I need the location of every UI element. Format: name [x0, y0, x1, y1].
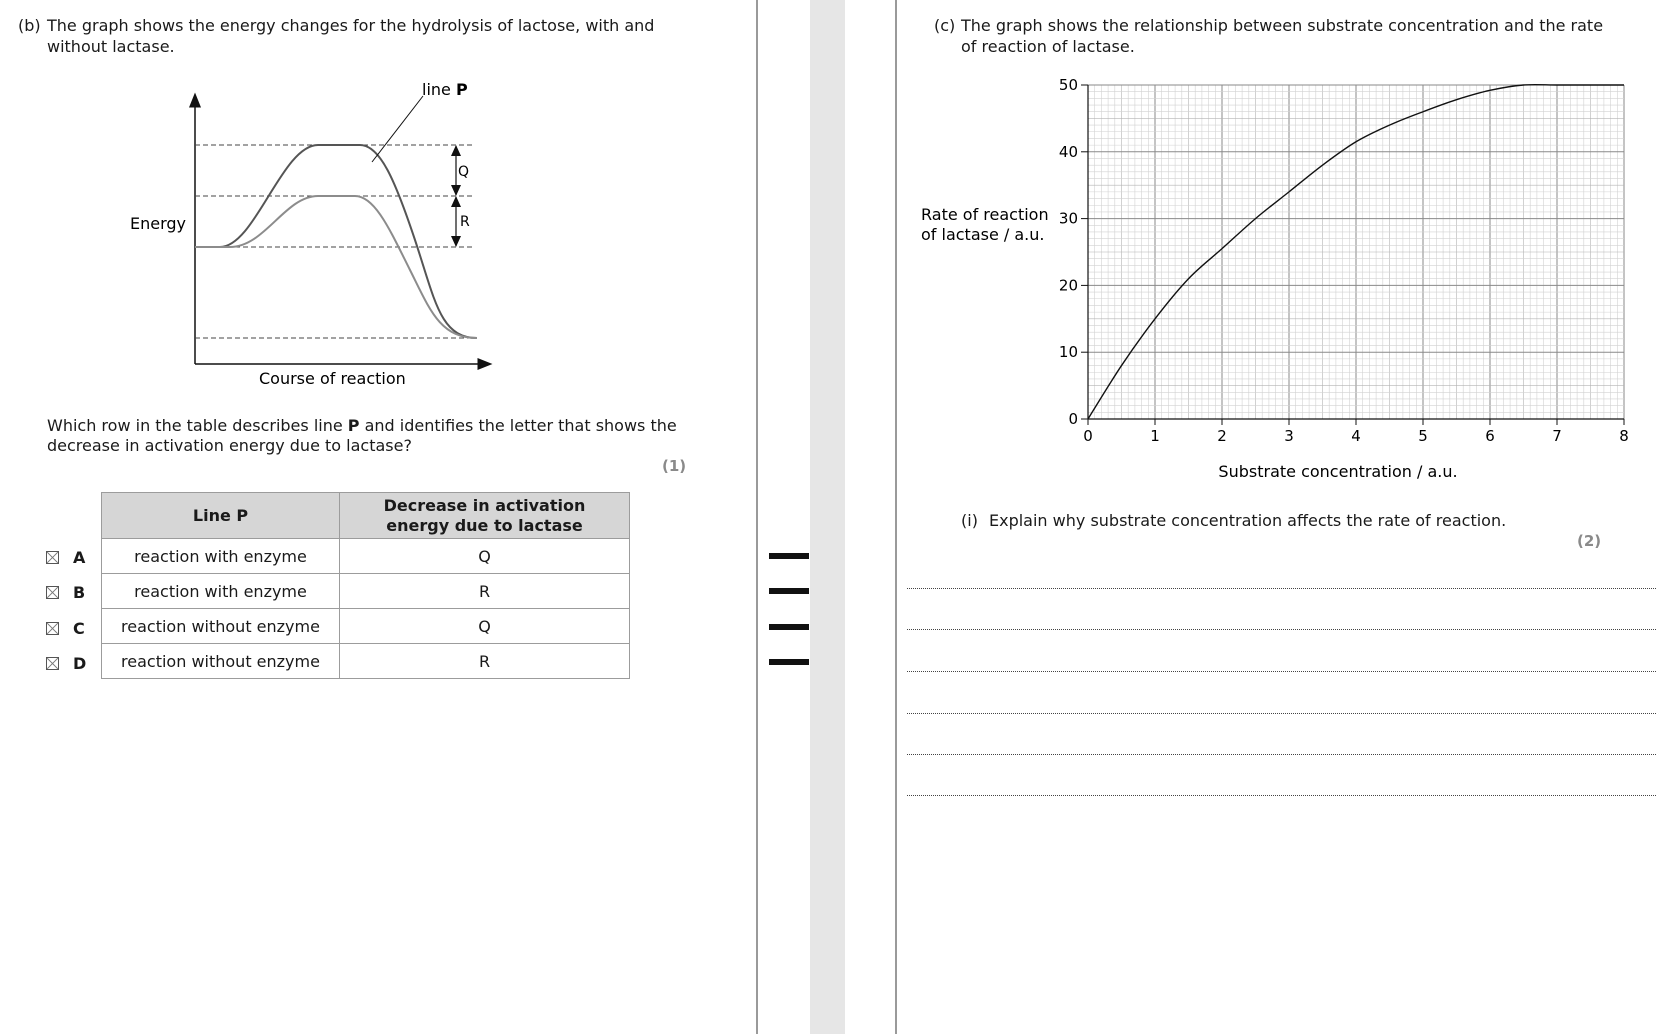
table-header: Decrease in activation energy due to lactase — [340, 493, 630, 539]
rate-chart — [0, 0, 1656, 500]
table-cell: reaction with enzyme — [102, 574, 340, 609]
option-d-letter: D — [73, 654, 87, 673]
answer-line[interactable] — [907, 754, 1656, 755]
q-label: Q — [458, 164, 470, 180]
table-header: Line P — [102, 493, 340, 539]
margin-mark — [769, 659, 809, 665]
table-cell: reaction without enzyme — [102, 609, 340, 644]
y-tick-label: 50 — [1058, 76, 1078, 94]
x-tick-label: 3 — [1284, 427, 1294, 445]
table-cell: reaction with enzyme — [102, 539, 340, 574]
table-cell: Q — [340, 539, 630, 574]
x-tick-label: 4 — [1351, 427, 1361, 445]
y-tick-label: 10 — [1058, 343, 1078, 362]
y-tick-label: 30 — [1058, 209, 1078, 228]
chart-ticks — [1059, 76, 1629, 445]
table-row — [102, 609, 630, 644]
x-tick-label: 7 — [1552, 427, 1562, 445]
answer-line[interactable] — [907, 713, 1656, 714]
option-c-checkbox[interactable] — [46, 622, 59, 635]
answer-line[interactable] — [907, 795, 1656, 796]
option-a-checkbox[interactable] — [46, 551, 59, 564]
x-tick-label: 2 — [1217, 427, 1227, 445]
y-tick-label: 20 — [1058, 276, 1078, 295]
margin-mark — [769, 588, 809, 594]
question-b-text-line1: The graph shows the energy changes for the hydrolysis of lactose, with and — [47, 16, 655, 35]
option-b-letter: B — [73, 583, 86, 602]
option-a-letter: A — [73, 548, 86, 567]
question-b-text-line2: without lactase. — [47, 37, 175, 56]
table-row — [102, 574, 630, 609]
x-tick-label: 6 — [1485, 427, 1495, 445]
part-i-label: (i) — [961, 511, 978, 530]
y-tick-label: 0 — [1068, 410, 1078, 428]
option-b-checkbox[interactable] — [46, 586, 59, 599]
question-c-text-line1: The graph shows the relationship between substrate concentration and the rate — [961, 16, 1604, 35]
question-b-marks: (1) — [662, 457, 687, 475]
x-tick-label: 0 — [1083, 427, 1093, 445]
chart-ylabel-line1: Rate of reaction — [921, 205, 1049, 224]
x-tick-label: 5 — [1418, 427, 1428, 445]
x-tick-label: 8 — [1619, 427, 1629, 445]
question-c-label: (c) — [934, 16, 956, 35]
option-a[interactable] — [44, 548, 92, 568]
table-row — [102, 539, 630, 574]
option-c-letter: C — [73, 619, 85, 638]
answer-line[interactable] — [907, 629, 1656, 630]
question-b-prompt-line1: Which row in the table describes line P and identifies the letter that shows the — [47, 416, 677, 435]
option-b[interactable] — [44, 583, 92, 603]
option-d-checkbox[interactable] — [46, 657, 59, 670]
energy-axis-label: Energy — [130, 214, 187, 233]
table-cell: Q — [340, 609, 630, 644]
reaction-axis-label: Course of reaction — [259, 369, 406, 388]
y-tick-label: 40 — [1058, 142, 1078, 161]
option-c[interactable] — [44, 619, 92, 639]
table-cell: reaction without enzyme — [102, 644, 340, 679]
chart-xlabel: Substrate concentration / a.u. — [1218, 462, 1458, 481]
answer-line[interactable] — [907, 671, 1656, 672]
chart-ylabel-line2: of lactase / a.u. — [921, 225, 1045, 244]
option-d[interactable] — [44, 654, 92, 674]
r-label: R — [460, 214, 470, 230]
question-b-label: (b) — [18, 16, 41, 35]
table-cell: R — [340, 574, 630, 609]
margin-mark — [769, 553, 809, 559]
question-b-prompt-line2: decrease in activation energy due to lactase? — [47, 436, 412, 455]
chart-grid — [1088, 85, 1624, 419]
part-i-text: Explain why substrate concentration affects the rate of reaction. — [989, 511, 1507, 530]
answer-table — [101, 492, 630, 679]
question-c-marks: (2) — [1577, 532, 1602, 550]
answer-line[interactable] — [907, 588, 1656, 589]
question-c-text-line2: of reaction of lactase. — [961, 37, 1135, 56]
table-cell: R — [340, 644, 630, 679]
table-row — [102, 644, 630, 679]
margin-mark — [769, 624, 809, 630]
x-tick-label: 1 — [1150, 427, 1160, 445]
line-p-label: line P — [422, 80, 468, 99]
